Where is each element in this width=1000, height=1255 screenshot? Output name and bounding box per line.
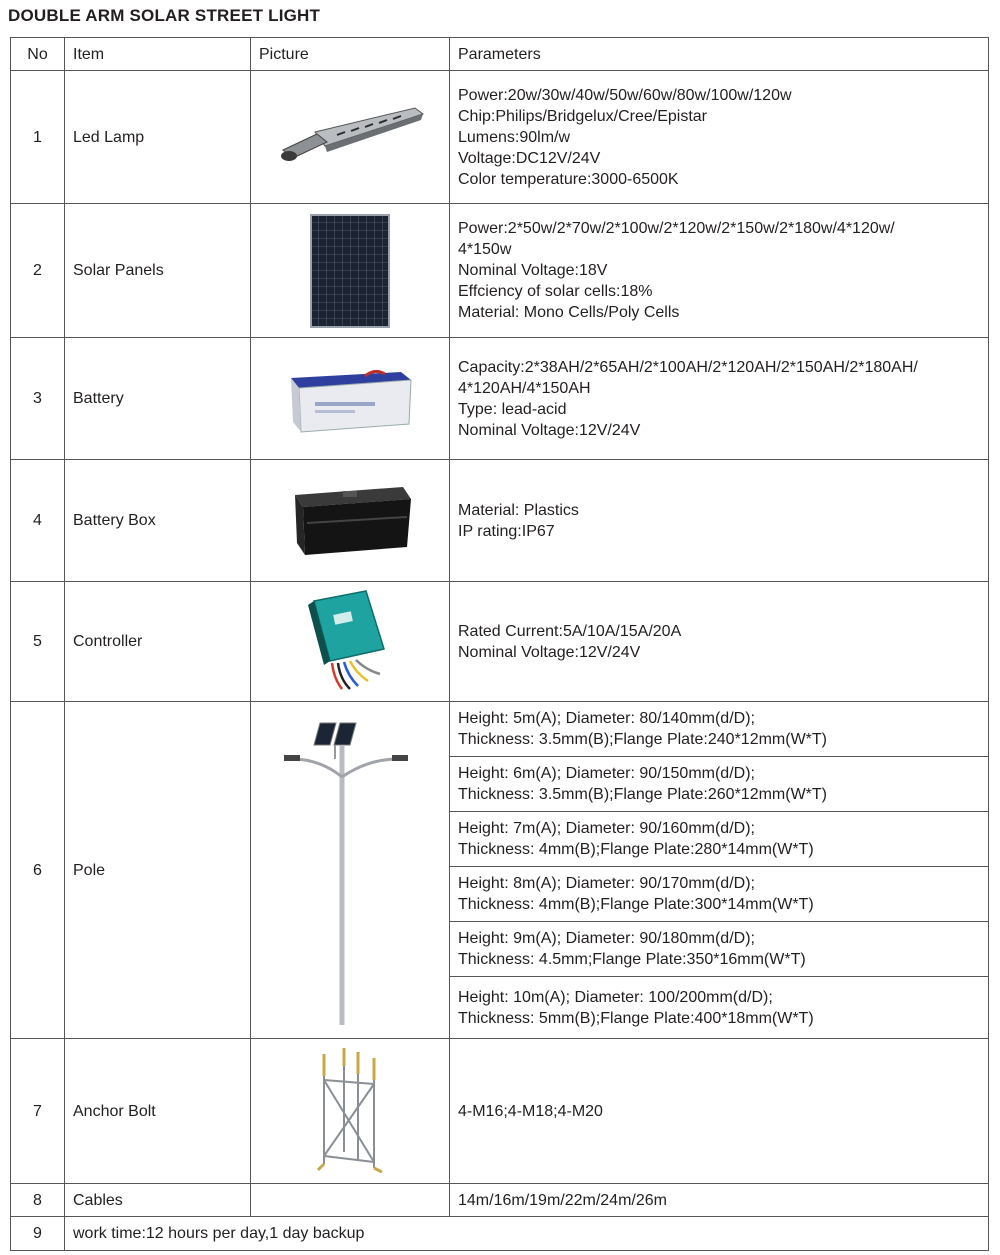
param-line: Rated Current:5A/10A/15A/20A [458,622,682,640]
row-number: 1 [11,71,65,204]
parameters-cell [450,71,989,204]
param-line: Thickness: 5mm(B);Flange Plate:400*18mm(W*T) [458,1009,814,1027]
param-line: Power:2*50w/2*70w/2*100w/2*120w/2*150w/2*180w/4*120w/ [458,220,895,237]
picture-cell [251,1184,450,1217]
param-line: 4*120AH/4*150AH [458,379,591,397]
param-line: Thickness: 4.5mm;Flange Plate:350*16mm(W*T) [458,951,806,968]
param-line: Thickness: 4mm(B);Flange Plate:280*14mm(W*T) [458,841,814,858]
table-row [11,1184,989,1217]
param-line: 14m/16m/19m/22m/24m/26m [458,1191,667,1209]
led-lamp-icon [275,102,425,172]
param-line: Thickness: 4mm(B);Flange Plate:300*14mm(W*T) [458,896,814,913]
parameters-cell [450,812,989,867]
header-picture: Picture [251,38,450,71]
table-row [11,71,989,204]
param-line: Effciency of solar cells:18% [458,283,653,300]
parameters-cell [450,204,989,338]
spec-table [10,37,989,1251]
row-number: 8 [11,1184,65,1217]
row-number: 3 [11,338,65,460]
param-line: Lumens:90lm/w [458,128,571,146]
item-name: Led Lamp [65,71,251,204]
item-name: Cables [65,1184,251,1217]
parameters-cell [450,867,989,922]
parameters-cell [450,582,989,702]
picture-cell [251,204,450,338]
table-row [11,582,989,702]
param-line: Height: 8m(A); Diameter: 90/170mm(d/D); [458,875,755,892]
table-row [11,204,989,338]
picture-cell [251,582,450,702]
param-line: Height: 7m(A); Diameter: 90/160mm(d/D); [458,820,755,837]
parameters-cell [450,757,989,812]
param-line: Material: Plastics [458,501,579,519]
param-line: 4*150w [458,241,512,258]
param-line: Height: 10m(A); Diameter: 100/200mm(d/D); [458,988,773,1006]
picture-cell [251,338,450,460]
item-name: Pole [65,702,251,1039]
work-time-note: work time:12 hours per day,1 day backup [65,1217,989,1251]
table-row [11,460,989,582]
battery-box-icon [285,481,415,561]
param-line: Height: 9m(A); Diameter: 90/180mm(d/D); [458,930,755,947]
parameters-cell [450,1184,989,1217]
pole-icon [280,715,420,1025]
row-number: 4 [11,460,65,582]
param-line: IP rating:IP67 [458,522,555,540]
param-line: Color temperature:3000-6500K [458,170,679,188]
picture-cell [251,702,450,1039]
header-no: No [11,38,65,71]
parameters-cell [450,460,989,582]
table-row [11,1217,989,1251]
item-name: Anchor Bolt [65,1039,251,1184]
battery-icon [285,364,415,434]
param-line: Capacity:2*38AH/2*65AH/2*100AH/2*120AH/2*150AH/2*180AH/ [458,358,918,376]
param-line: Height: 6m(A); Diameter: 90/150mm(d/D); [458,765,755,782]
param-line: Type: lead-acid [458,400,567,418]
parameters-cell [450,922,989,977]
picture-cell [251,460,450,582]
row-number: 2 [11,204,65,338]
page-title: DOUBLE ARM SOLAR STREET LIGHT [8,6,321,25]
param-line: Power:20w/30w/40w/50w/60w/80w/100w/120w [458,86,792,104]
anchor-bolt-icon [310,1046,390,1176]
table-row [11,702,989,757]
param-line: Material: Mono Cells/Poly Cells [458,304,680,321]
param-line: Thickness: 3.5mm(B);Flange Plate:240*12mm(W*T) [458,731,827,748]
param-line: Height: 5m(A); Diameter: 80/140mm(d/D); [458,710,755,727]
param-line: Nominal Voltage:12V/24V [458,643,641,661]
picture-cell [251,71,450,204]
parameters-cell [450,338,989,460]
item-name: Battery Box [65,460,251,582]
item-name: Controller [65,582,251,702]
parameters-cell [450,1039,989,1184]
row-number: 7 [11,1039,65,1184]
row-number: 6 [11,702,65,1039]
parameters-cell [450,977,989,1039]
header-item: Item [65,38,251,71]
table-row [11,1039,989,1184]
param-line: Nominal Voltage:18V [458,262,608,279]
header-parameters: Parameters [450,38,989,71]
row-number: 5 [11,582,65,702]
parameters-cell [450,702,989,757]
row-number: 9 [11,1217,65,1251]
param-line: Nominal Voltage:12V/24V [458,421,641,439]
param-line: 4-M16;4-M18;4-M20 [458,1102,603,1120]
controller-icon [300,589,400,695]
param-line: Thickness: 3.5mm(B);Flange Plate:260*12mm(W*T) [458,786,827,803]
table-header-row [11,38,989,71]
param-line: Voltage:DC12V/24V [458,149,601,167]
item-name: Solar Panels [65,204,251,338]
solar-panel-icon [310,214,390,328]
item-name: Battery [65,338,251,460]
picture-cell [251,1039,450,1184]
table-row [11,338,989,460]
param-line: Chip:Philips/Bridgelux/Cree/Epistar [458,107,707,125]
